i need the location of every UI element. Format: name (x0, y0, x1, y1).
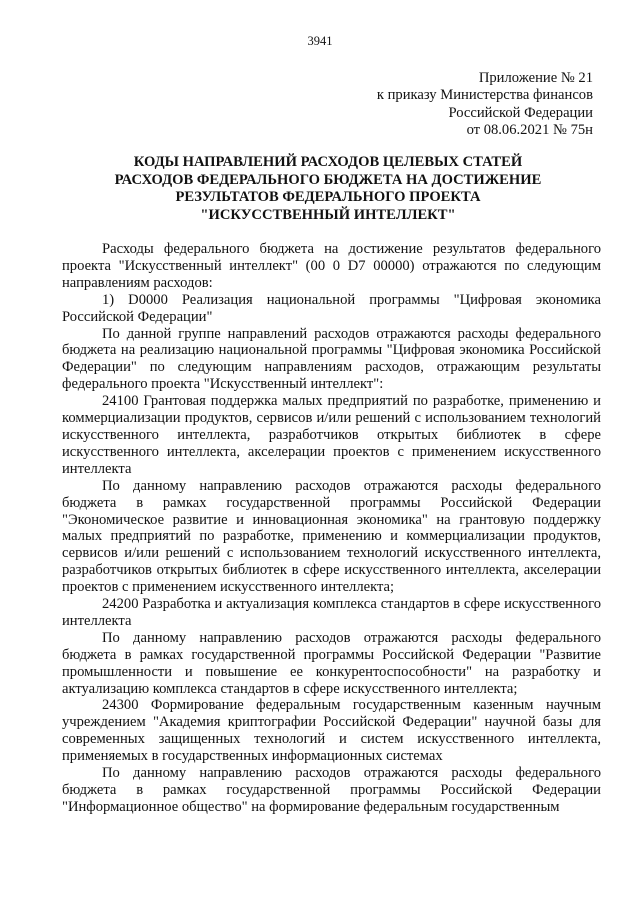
paragraph: По данному направлению расходов отражаются расходы федерального бюджета в рамках государственной программы Российской Федерации "Информационное общество" на формирование федеральным государственным (62, 765, 601, 815)
appendix-line: Российской Федерации (448, 104, 593, 121)
document-title (88, 154, 568, 224)
title-line: КОДЫ НАПРАВЛЕНИЙ РАСХОДОВ ЦЕЛЕВЫХ СТАТЕЙ (133, 154, 523, 170)
appendix-line: к приказу Министерства финансов (376, 87, 593, 104)
title-line: РАСХОДОВ ФЕДЕРАЛЬНОГО БЮДЖЕТА НА ДОСТИЖЕНИЕ (114, 171, 542, 188)
appendix-header (377, 70, 593, 139)
paragraph: 24300 Формирование федеральным государственным казенным научным учреждением "Академия криптографии Российской Федерации" научной базы для современных защищенных технологий и систем искусственного интеллекта, применяемых в государственных информационных системах (62, 697, 601, 765)
title-line: РЕЗУЛЬТАТОВ ФЕДЕРАЛЬНОГО ПРОЕКТА (175, 189, 481, 205)
title-line: "ИСКУССТВЕННЫЙ ИНТЕЛЛЕКТ" (200, 206, 456, 223)
paragraph: Расходы федерального бюджета на достижение результатов федерального проекта "Искусственный интеллект" (00 0 D7 00000) отражаются по следующим направлениям расходов: (62, 241, 601, 291)
paragraph: 24200 Разработка и актуализация комплекса стандартов в сфере искусственного интеллекта (62, 596, 601, 629)
paragraph: По данной группе направлений расходов отражаются расходы федерального бюджета на реализацию национальной программы "Цифровая экономика Российской Федерации" по следующим направлениям расходов, отражающим результаты федерального проекта "Искусственный интеллект": (62, 325, 601, 393)
appendix-line: от 08.06.2021 № 75н (466, 121, 593, 138)
paragraph: По данному направлению расходов отражаются расходы федерального бюджета в рамках государственной программы Российской Федерации "Экономическое развитие и инновационная экономика" на грантовую поддержку малых предприятий по разработке, применению и коммерциализации продуктов, сервисов и/или решений с использованием технологий искусственного интеллекта, разработчиков открытых библиотек в сфере искусственного интеллекта, акселерации проектов с применением искусственного интеллекта; (62, 477, 601, 596)
document-body (62, 241, 601, 816)
page-number: 3941 (307, 34, 333, 48)
paragraph: 1) D0000 Реализация национальной программы "Цифровая экономика Российской Федерации" (62, 291, 601, 325)
paragraph: По данному направлению расходов отражаются расходы федерального бюджета в рамках государственной программы Российской Федерации "Развитие промышленности и повышение ее конкурентоспособности" на разработку и актуализацию комплекса стандартов в сфере искусственного интеллекта; (62, 629, 601, 697)
paragraph: 24100 Грантовая поддержка малых предприятий по разработке, применению и коммерциализации продуктов, сервисов и/или решений с использованием технологий искусственного интеллекта, разработчиков открытых библиотек в сфере искусственного интеллекта, акселерации проектов с применением искусственного интеллекта (62, 393, 601, 477)
appendix-line: Приложение № 21 (478, 70, 593, 86)
